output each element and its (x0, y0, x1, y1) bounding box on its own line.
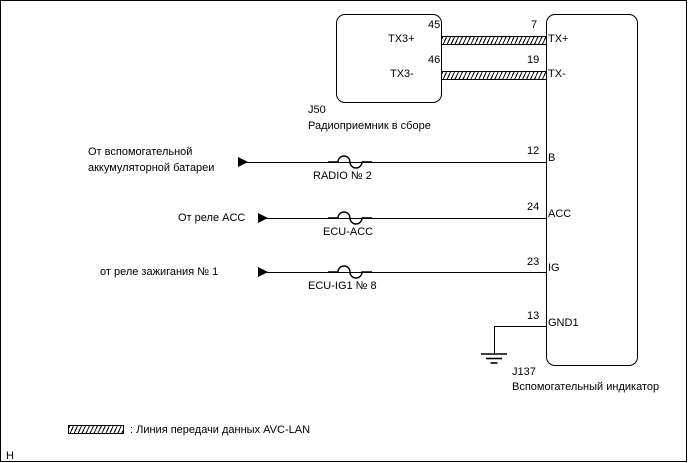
radio-pin-46: 46 (428, 54, 441, 66)
indicator-unit-caption: Вспомогательный индикатор (512, 381, 660, 393)
feed-arrow-b (238, 157, 248, 167)
radio-unit-caption: Радиоприемник в сборе (308, 120, 431, 132)
indicator-pin-12: 12 (527, 145, 540, 157)
fuse-label-radio2: RADIO № 2 (313, 170, 372, 182)
feed-line-ig (258, 272, 547, 273)
source-label-battery-line2: аккумуляторной батареи (88, 162, 215, 174)
fuse-label-ecu-acc: ECU-ACC (323, 226, 374, 238)
feed-line-b (238, 162, 547, 163)
indicator-terminal-acc-label: ACC (548, 208, 572, 220)
indicator-terminal-gnd1-label: GND1 (548, 317, 579, 329)
indicator-pin-23: 23 (527, 256, 540, 268)
indicator-terminal-ig-label: IG (548, 262, 560, 274)
indicator-terminal-txplus-label: TX+ (548, 33, 569, 45)
radio-unit-box (336, 14, 442, 103)
indicator-pin-7: 7 (531, 19, 538, 31)
radio-pin-45: 45 (428, 19, 441, 31)
indicator-pin-19: 19 (527, 54, 540, 66)
indicator-pin-24: 24 (527, 201, 540, 213)
radio-unit-name: J50 (308, 104, 326, 116)
radio-terminal-tx3minus-label: TX3- (390, 68, 414, 80)
fuse-label-ecu-ig1: ECU-IG1 № 8 (308, 280, 377, 292)
source-label-acc-relay: От реле ACC (178, 212, 246, 224)
feed-arrow-ig (258, 267, 268, 277)
source-label-ignition-relay: от реле зажигания № 1 (100, 266, 219, 278)
legend-avclan-swatch (68, 425, 124, 434)
source-label-battery-line1: От вспомогательной (88, 146, 193, 158)
ground-wire-vertical (494, 326, 495, 354)
indicator-unit-box (546, 14, 638, 366)
indicator-pin-13: 13 (527, 310, 540, 322)
feed-arrow-acc (258, 213, 268, 223)
radio-terminal-tx3plus-label: TX3+ (388, 33, 415, 45)
indicator-terminal-b-label: B (548, 152, 556, 164)
ground-wire-horizontal (494, 326, 547, 327)
indicator-terminal-txminus-label: TX- (548, 68, 566, 80)
indicator-unit-name: J137 (512, 366, 536, 378)
feed-line-acc (258, 218, 547, 219)
legend-avclan-text: : Линия передачи данных AVC-LAN (130, 424, 311, 436)
ground-symbol-icon (478, 352, 512, 368)
avclan-bus-txplus (441, 36, 547, 45)
footer-mark: Н (6, 450, 14, 462)
avclan-bus-txminus (441, 71, 547, 80)
